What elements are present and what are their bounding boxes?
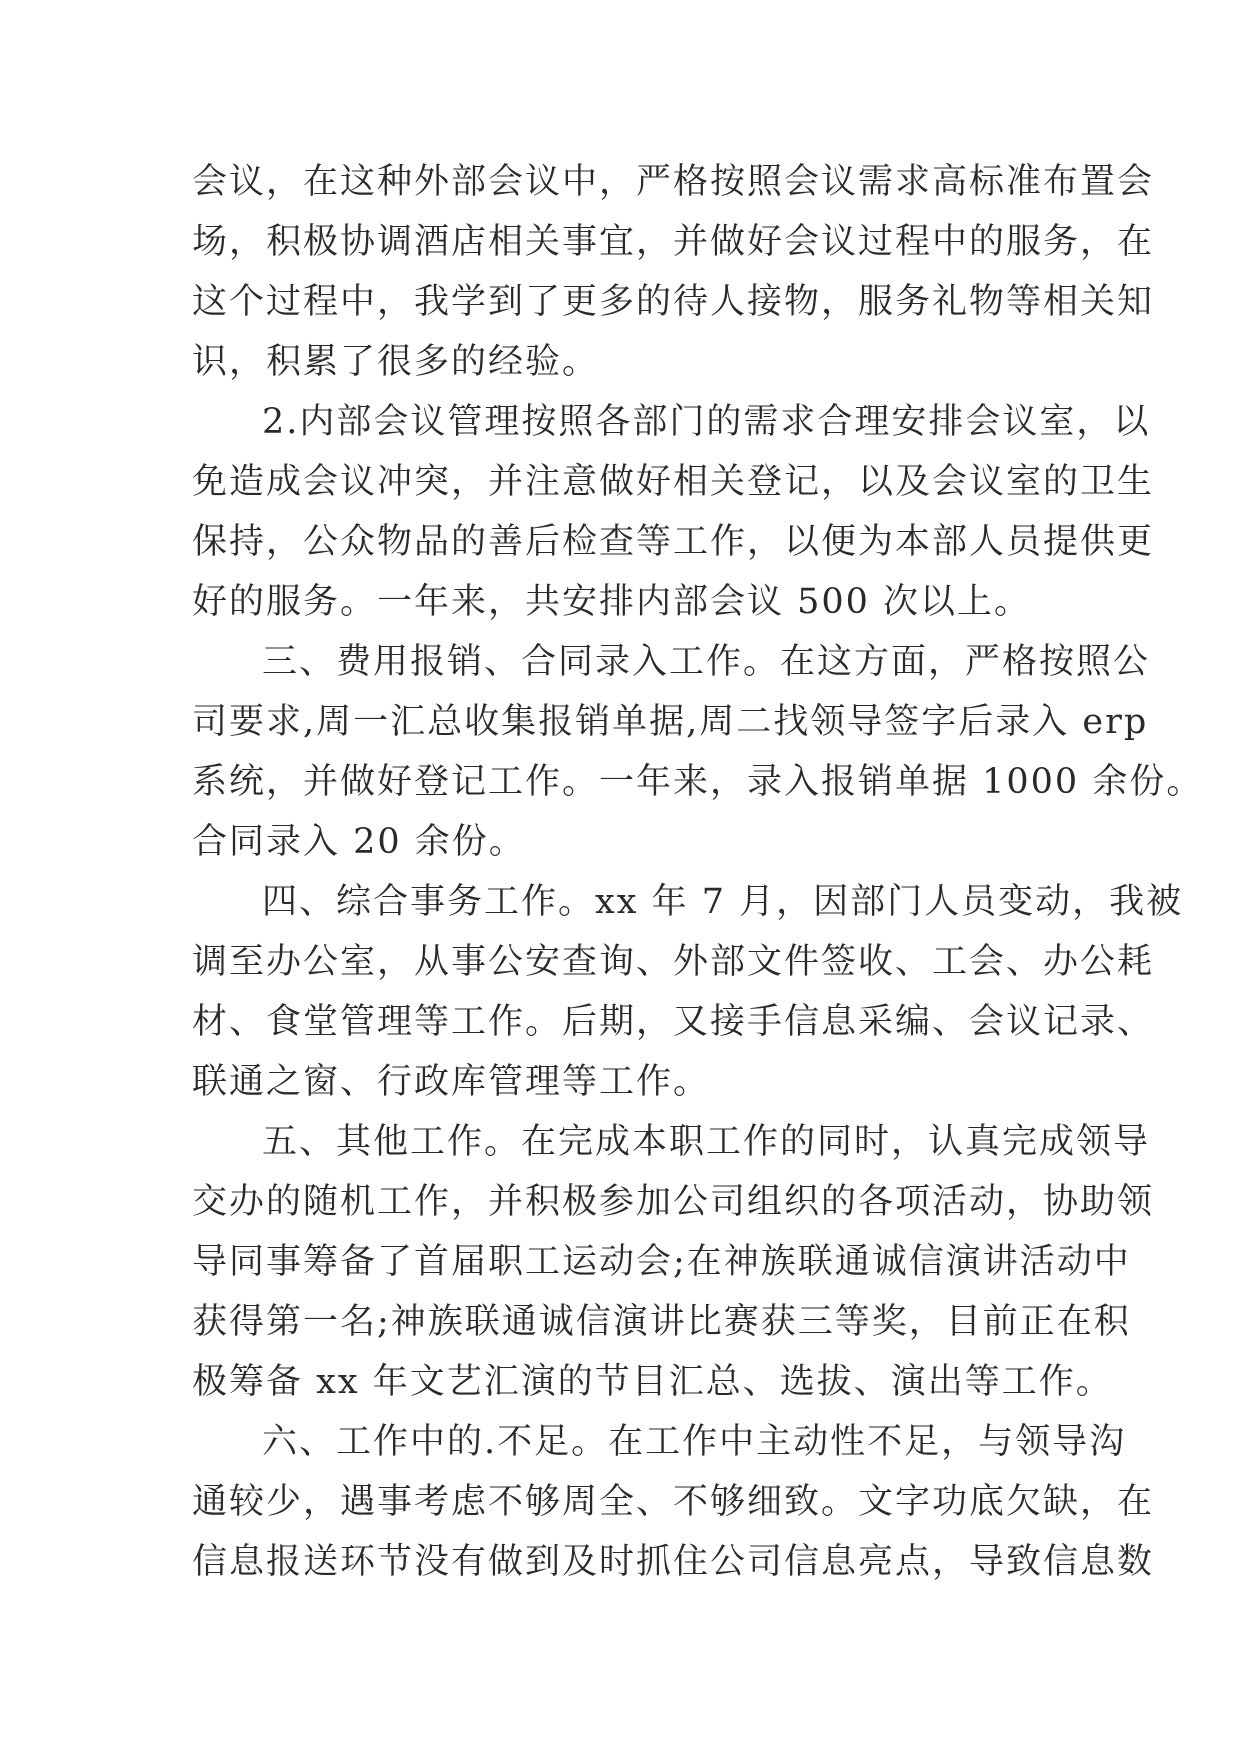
text-line: 交办的随机工作，并积极参加公司组织的各项活动，协助领 (192, 1182, 1155, 1222)
paragraph (192, 1112, 1155, 1412)
text-line: 极筹备 xx 年文艺汇演的节目汇总、选拔、演出等工作。 (192, 1362, 1113, 1402)
text-line: 信息报送环节没有做到及时抓住公司信息亮点，导致信息数 (192, 1542, 1155, 1582)
text-line: 识，积累了很多的经验。 (192, 342, 600, 382)
paragraph (192, 632, 1204, 872)
text-line: 六、工作中的.不足。在工作中主动性不足，与领导沟 (262, 1422, 1127, 1462)
text-line: 导同事筹备了首届职工运动会;在神族联通诚信演讲活动中 (192, 1242, 1131, 1282)
text-line: 获得第一名;神族联通诚信演讲比赛获三等奖，目前正在积 (192, 1302, 1131, 1342)
text-line: 材、食堂管理等工作。后期，又接手信息采编、会议记录、 (192, 1002, 1155, 1042)
text-line: 联通之窗、行政库管理等工作。 (192, 1062, 711, 1102)
paragraph (192, 872, 1184, 1112)
paragraph (192, 1412, 1155, 1592)
text-line: 调至办公室，从事公安查询、外部文件签收、工会、办公耗 (192, 942, 1155, 982)
paragraph (192, 392, 1155, 632)
text-line: 合同录入 20 余份。 (192, 822, 526, 862)
text-line: 系统，并做好登记工作。一年来，录入报销单据 1000 余份。 (192, 762, 1204, 802)
text-line: 通较少，遇事考虑不够周全、不够细致。文字功底欠缺，在 (192, 1482, 1155, 1522)
document-body (192, 152, 1204, 1592)
text-line: 三、费用报销、合同录入工作。在这方面，严格按照公 (262, 642, 1151, 682)
text-line: 保持，公众物品的善后检查等工作，以便为本部人员提供更 (192, 522, 1155, 562)
text-line: 2.内部会议管理按照各部门的需求合理安排会议室，以 (262, 402, 1151, 442)
text-line: 场，积极协调酒店相关事宜，并做好会议过程中的服务，在 (192, 222, 1155, 262)
paragraph (192, 152, 1155, 392)
text-line: 好的服务。一年来，共安排内部会议 500 次以上。 (192, 582, 1032, 622)
text-line: 会议，在这种外部会议中，严格按照会议需求高标准布置会 (192, 162, 1155, 202)
text-line: 五、其他工作。在完成本职工作的同时，认真完成领导 (262, 1122, 1151, 1162)
text-line: 司要求,周一汇总收集报销单据,周二找领导签字后录入 erp (192, 702, 1149, 742)
text-line: 四、综合事务工作。xx 年 7 月，因部门人员变动，我被 (262, 882, 1184, 922)
text-line: 这个过程中，我学到了更多的待人接物，服务礼物等相关知 (192, 282, 1155, 322)
text-line: 免造成会议冲突，并注意做好相关登记，以及会议室的卫生 (192, 462, 1155, 502)
